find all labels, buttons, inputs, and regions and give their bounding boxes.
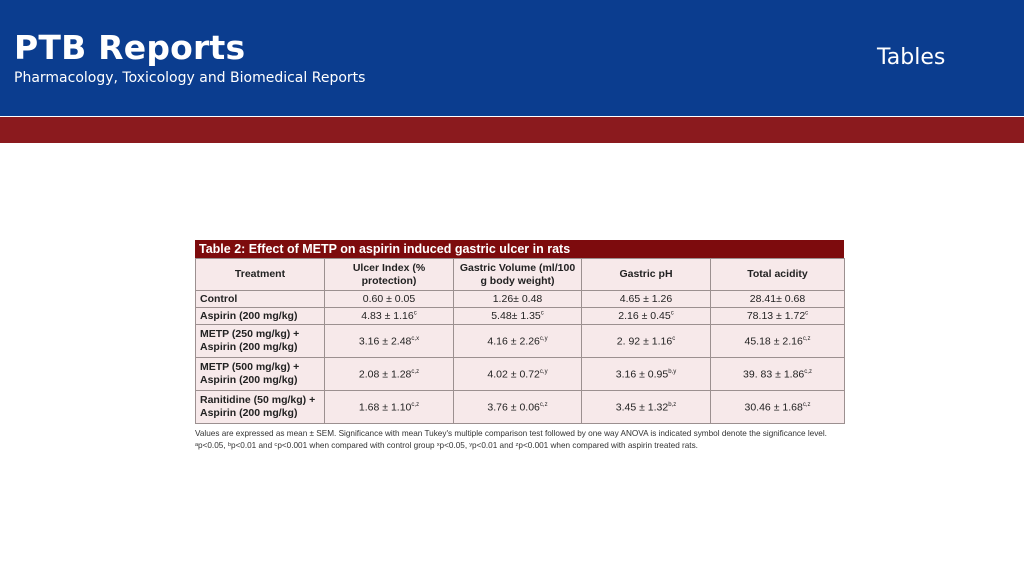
table-footnote: Values are expressed as mean ± SEM. Significance with mean Tukey's multiple comparison test followed by one way ANOVA is indicated symbol denote the significance level. ᵃp<0.05, ᵇp<0.01 and ᶜp<0.001 when compared with control group ˣp<0.05, ʸp<0.01 and ᶻp<0.001 when compared with aspirin treated rats. [195,429,827,450]
ulcer-index-cell: $3.16 \pm 2.48^{c,x}$ [325,325,454,358]
table-row [196,308,845,325]
gastric-ph-cell: 4.65 ± 1.26 [582,291,711,308]
table-row [196,291,845,308]
table-header-row [196,259,845,291]
gastric-volume-cell: $3.76 \pm 0.06^{c,z}$ [454,391,582,424]
total-acidity-cell: 39. $83 \pm 1.86^{c,z}$ [711,358,845,391]
ulcer-index-cell: $2.08 \pm 1.28^{c,z}$ [325,358,454,391]
column-header: Treatment [196,259,325,291]
ulcer-index-cell: 4.83 ± 1.16$^c$ [325,308,454,325]
gastric-ph-cell: 2.16 ± 0.45$^c$ [582,308,711,325]
table-caption: Table 2: Effect of METP on aspirin induced gastric ulcer in rats [195,240,844,258]
gastric-ph-cell: $3.45 \pm 1.32^{b,z}$ [582,391,711,424]
column-header: Gastric pH [582,259,711,291]
total-acidity-cell: $45.18 \pm 2.16^{c,z}$ [711,325,845,358]
gastric-ph-cell: $3.16 \pm 0.95^{b,y}$ [582,358,711,391]
gastric-volume-cell: $4.16 \pm 2.26^{c,y}$ [454,325,582,358]
accent-band [0,117,1024,143]
site-header [0,0,1024,116]
gastric-ph-cell: 2. 92 ± 1.16$^c$ [582,325,711,358]
ulcer-index-cell: 0.60 ± 0.05 [325,291,454,308]
column-header: Ulcer Index (% protection) [325,259,454,291]
table-row [196,358,845,391]
gastric-volume-cell: 1.26± 0.48 [454,291,582,308]
gastric-volume-cell: $4.02 \pm 0.72^{c,y}$ [454,358,582,391]
treatment-cell: Ranitidine (50 mg/kg) + Aspirin (200 mg/kg) [196,391,325,424]
table-container [195,240,844,452]
total-acidity-cell: 28.41± 0.68 [711,291,845,308]
brand-subtitle: Pharmacology, Toxicology and Biomedical Reports [14,70,366,86]
ulcer-index-cell: $1.68 \pm 1.10^{c,z}$ [325,391,454,424]
results-table [195,258,845,424]
column-header: Total acidity [711,259,845,291]
gastric-volume-cell: 5.48± 1.35$^c$ [454,308,582,325]
brand-title: PTB Reports [14,28,246,67]
total-acidity-cell: $30.46 \pm 1.68^{c,z}$ [711,391,845,424]
table-row [196,325,845,358]
section-title: Tables [877,45,946,70]
column-header: Gastric Volume (ml/100 g body weight) [454,259,582,291]
total-acidity-cell: 78.13 ± 1.72$^c$ [711,308,845,325]
treatment-cell: METP (250 mg/kg) + Aspirin (200 mg/kg) [196,325,325,358]
treatment-cell: Control [196,291,325,308]
table-row [196,391,845,424]
treatment-cell: Aspirin (200 mg/kg) [196,308,325,325]
treatment-cell: METP (500 mg/kg) + Aspirin (200 mg/kg) [196,358,325,391]
